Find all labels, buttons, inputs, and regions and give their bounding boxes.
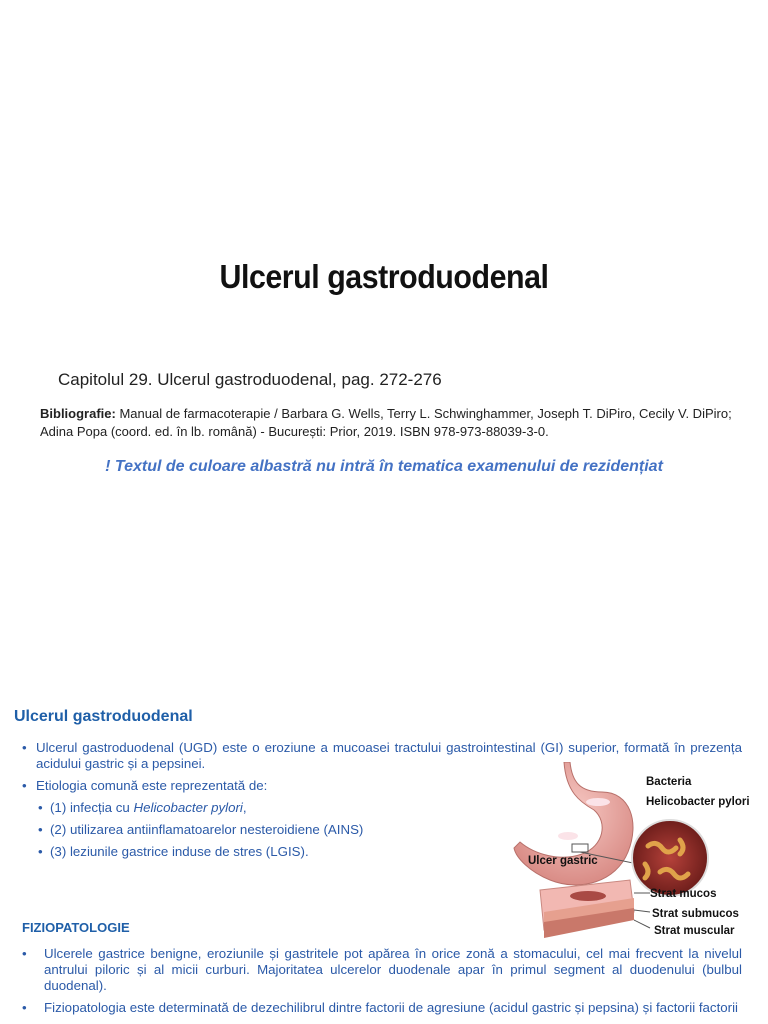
- paragraph-2: • Fiziopatologia este determinată de dezechilibrul dintre factorii de agresiune (acidul gastric și pepsina) și factorii factorii: [22, 1000, 742, 1016]
- label-muscular: Strat muscular: [654, 925, 735, 937]
- bibliography-label: Bibliografie:: [40, 406, 116, 421]
- page-title: Ulcerul gastroduodenal: [219, 258, 549, 295]
- label-ulcer: Ulcer gastric: [528, 855, 598, 867]
- bibliography-text: Manual de farmacoterapie / Barbara G. Wells, Terry L. Schwinghammer, Joseph T. DiPiro, Cecily V. DiPiro; Adina Popa (coord. ed. în lb. română) - București: Prior, 2019. ISBN 978-973-88039-3-0.: [40, 406, 732, 439]
- section-heading: FIZIOPATOLOGIE: [22, 920, 130, 935]
- sub-bullet-hp-prefix: (1) infecția cu: [50, 800, 134, 815]
- paragraph-1: • Ulcerele gastrice benigne, eroziunile și gastritele pot apărea în orice zonă a stomacului, cel mai frecvent la nivelul antrului piloric și al micii curburi. Majoritatea ulcerelor duodenale apar în primul segment al duodenului (bulbul duodenal).: [22, 946, 742, 994]
- content-slide: [0, 690, 768, 1024]
- slide-heading: Ulcerul gastroduodenal: [14, 708, 193, 725]
- label-submucos: Strat submucos: [652, 908, 739, 920]
- sub-bullet-hp-suffix: ,: [242, 800, 247, 815]
- label-bacteria: Bacteria: [646, 776, 692, 788]
- sub-bullet-hp-italic: Helicobacter pylori: [133, 800, 243, 815]
- exam-note: ! Textul de culoare albastră nu intră în tematica examenului de rezidențiat: [105, 458, 663, 475]
- pathophysiology-text: [22, 946, 742, 1022]
- bullet-etiology: • Etiologia comună este reprezentată de:: [22, 778, 506, 794]
- bullet-definition: • Ulcerul gastroduodenal (UGD) este o eroziune a mucoasei tractului gastrointestinal (GI) superior, formată în prezența acidului gastric și a pepsinei.: [22, 740, 742, 772]
- sub-bullet-ains: • (2) utilizarea antiinflamatoarelor nesteroidiene (AINS): [22, 822, 520, 838]
- bibliography: [40, 405, 740, 441]
- label-mucos: Strat mucos: [650, 888, 717, 900]
- sub-bullet-hp: [22, 800, 520, 816]
- stomach-illustration: [510, 762, 760, 962]
- sub-bullet-lgis: • (3) leziunile gastrice induse de stres (LGIS).: [22, 844, 520, 860]
- chapter-reference: Capitolul 29. Ulcerul gastroduodenal, pag. 272-276: [58, 370, 442, 389]
- label-hp: Helicobacter pylori: [646, 796, 750, 808]
